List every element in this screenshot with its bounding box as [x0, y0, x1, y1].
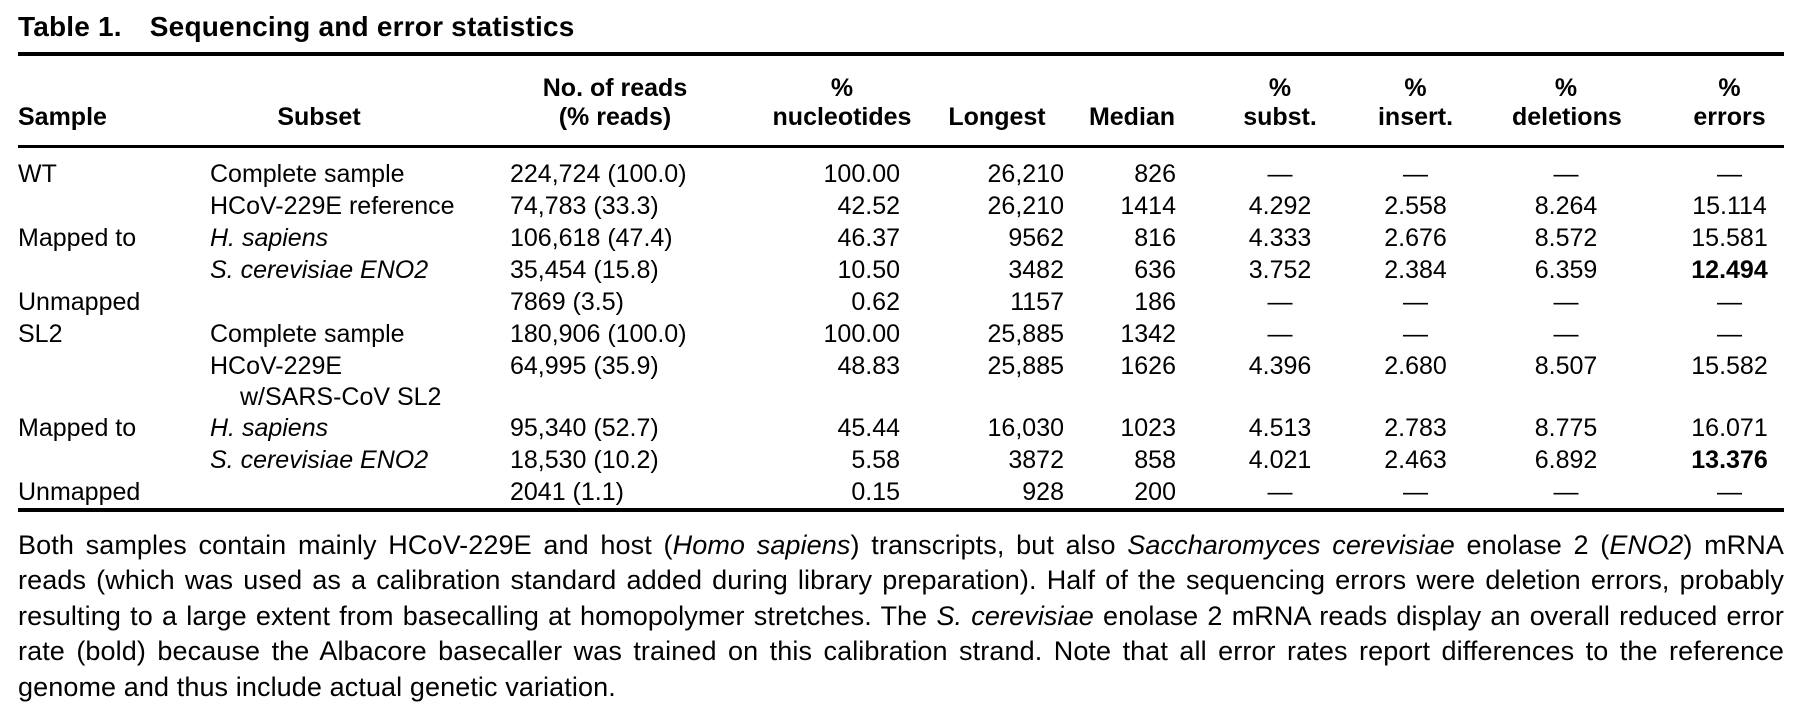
cell-reads: 7869 (3.5) [510, 287, 624, 316]
cell-errors: 12.494 [1691, 255, 1768, 284]
cell-insert: — [1403, 319, 1428, 348]
table-header [18, 54, 1784, 146]
cell-subset: H. sapiens [210, 413, 329, 442]
table-row [18, 190, 1784, 222]
col-header-longest: Longest [916, 54, 1078, 146]
cell-longest: 26,210 [987, 159, 1064, 188]
cell-subst: — [1267, 477, 1293, 506]
cell-longest: 9562 [1008, 223, 1064, 252]
cell-insert: — [1403, 477, 1428, 506]
col-header-nucleotides: % nucleotides [768, 54, 916, 146]
cell-reads: 2041 (1.1) [510, 477, 624, 506]
cell-insert: 2.680 [1384, 351, 1447, 380]
table-row [18, 350, 1784, 412]
cell-nucleotides: 0.62 [851, 287, 900, 316]
cell-deletions: 8.775 [1534, 413, 1598, 442]
cell-reads: 18,530 (10.2) [510, 445, 659, 474]
cell-sample: SL2 [18, 319, 63, 348]
cell-reads: 64,995 (35.9) [510, 351, 659, 380]
cell-reads: 95,340 (52.7) [510, 413, 659, 442]
table-header-row [18, 54, 1784, 146]
cell-errors: — [1717, 287, 1742, 316]
cell-subset: HCoV-229E w/SARS-CoV SL2 [210, 351, 442, 411]
cell-median: 858 [1134, 445, 1176, 474]
cell-reads: 74,783 (33.3) [510, 191, 659, 220]
cell-subst: — [1267, 159, 1293, 188]
cell-nucleotides: 45.44 [837, 413, 900, 442]
cell-sample: Mapped to [18, 413, 137, 442]
cell-nucleotides: 42.52 [837, 191, 900, 220]
cell-deletions: — [1553, 319, 1579, 348]
cell-reads: 180,906 (100.0) [510, 319, 687, 348]
table-row [18, 286, 1784, 318]
cell-insert: 2.384 [1384, 255, 1447, 284]
cell-subst: — [1267, 287, 1293, 316]
cell-nucleotides: 100.00 [823, 159, 900, 188]
cell-longest: 25,885 [987, 319, 1064, 348]
sequencing-stats-table [18, 52, 1784, 512]
cell-errors: — [1717, 159, 1742, 188]
cell-subset [176, 286, 462, 318]
cell-subst: 4.333 [1248, 223, 1312, 252]
cell-median: 186 [1134, 287, 1176, 316]
cell-nucleotides: 48.83 [837, 351, 900, 380]
col-header-deletions: % deletions [1457, 54, 1620, 146]
cell-median: 1414 [1120, 191, 1176, 220]
cell-nucleotides: 100.00 [823, 319, 900, 348]
cell-deletions: — [1553, 477, 1579, 506]
cell-sample: Unmapped [18, 287, 141, 316]
cell-median: 200 [1134, 477, 1176, 506]
table-row [18, 412, 1784, 444]
col-header-subset: Subset [176, 54, 462, 146]
cell-insert: 2.558 [1384, 191, 1447, 220]
cell-subst: — [1267, 319, 1293, 348]
cell-nucleotides: 10.50 [837, 255, 900, 284]
table-caption [18, 10, 1784, 52]
cell-deletions: 8.572 [1534, 223, 1598, 252]
cell-deletions: 8.507 [1534, 351, 1598, 380]
col-header-insert: % insert. [1319, 54, 1457, 146]
cell-reads: 224,724 (100.0) [510, 159, 687, 188]
cell-nucleotides: 46.37 [837, 223, 900, 252]
cell-sample [18, 254, 176, 286]
cell-longest: 3872 [1008, 445, 1064, 474]
cell-median: 636 [1134, 255, 1176, 284]
table-row [18, 146, 1784, 190]
cell-longest: 26,210 [987, 191, 1064, 220]
cell-longest: 25,885 [987, 351, 1064, 380]
cell-subst: 4.513 [1248, 413, 1312, 442]
table-row [18, 318, 1784, 350]
cell-sample: WT [18, 159, 57, 188]
cell-subset: Complete sample [210, 319, 405, 348]
cell-subst: 4.396 [1248, 351, 1312, 380]
cell-median: 1023 [1120, 413, 1176, 442]
cell-subst: 3.752 [1248, 255, 1312, 284]
cell-reads: 35,454 (15.8) [510, 255, 659, 284]
cell-subset: H. sapiens [210, 223, 329, 252]
cell-insert: — [1403, 159, 1428, 188]
cell-deletions: 8.264 [1534, 191, 1598, 220]
cell-nucleotides: 5.58 [851, 445, 900, 474]
cell-sample [18, 444, 176, 476]
cell-longest: 3482 [1008, 255, 1064, 284]
cell-errors: 15.582 [1691, 351, 1768, 380]
cell-subst: 4.292 [1248, 191, 1312, 220]
cell-median: 1342 [1120, 319, 1176, 348]
table-caption-label: Table 1. [18, 11, 122, 42]
cell-errors: — [1717, 319, 1742, 348]
cell-subset: HCoV-229E reference [210, 191, 455, 220]
cell-errors: 13.376 [1691, 445, 1768, 474]
cell-subset [176, 476, 462, 510]
footnote: Both samples contain mainly HCoV-229E and host (Homo sapiens) transcripts, but also Saccharomyces cerevisiae enolase 2 (ENO2) mRNA reads (which was used as a calibration standard added during library preparation). Half of the sequencing errors were deletion errors, probably resulting to a large extent from basecalling at homopolymer stretches. The S. cerevisiae enolase 2 mRNA reads display an overall reduced error rate (bold) because the Albacore basecaller was trained on this calibration strand. Note that all error rates report differences to the reference genome and thus include actual genetic variation. [18, 529, 1785, 702]
col-header-median: Median [1078, 54, 1186, 146]
cell-median: 816 [1134, 223, 1176, 252]
cell-reads: 106,618 (47.4) [510, 223, 673, 252]
cell-errors: — [1717, 477, 1742, 506]
cell-sample: Unmapped [18, 477, 141, 506]
cell-sample [18, 190, 176, 222]
table-caption-text: Sequencing and error statistics [149, 11, 575, 42]
cell-sample: Mapped to [18, 223, 137, 252]
cell-insert: — [1403, 287, 1428, 316]
cell-deletions: — [1553, 287, 1579, 316]
cell-deletions: 6.359 [1534, 255, 1598, 284]
cell-nucleotides: 0.15 [851, 477, 900, 506]
cell-longest: 16,030 [987, 413, 1064, 442]
cell-insert: 2.463 [1384, 445, 1447, 474]
cell-median: 1626 [1120, 351, 1176, 380]
cell-errors: 15.581 [1691, 223, 1768, 252]
cell-errors: 15.114 [1692, 191, 1767, 220]
table-row [18, 254, 1784, 286]
cell-deletions: 6.892 [1534, 445, 1598, 474]
cell-sample [18, 350, 176, 412]
cell-errors: 16.071 [1691, 413, 1768, 442]
cell-insert: 2.783 [1384, 413, 1447, 442]
cell-subset: Complete sample [210, 159, 405, 188]
cell-subset: S. cerevisiae ENO2 [210, 445, 429, 474]
cell-median: 826 [1134, 159, 1176, 188]
table-row [18, 444, 1784, 476]
cell-longest: 928 [1022, 477, 1064, 506]
cell-subst: 4.021 [1248, 445, 1312, 474]
table-row [18, 222, 1784, 254]
col-header-subst: % subst. [1186, 54, 1319, 146]
cell-subset: S. cerevisiae ENO2 [210, 255, 429, 284]
cell-deletions: — [1553, 159, 1579, 188]
table-row [18, 476, 1784, 510]
table-body [18, 146, 1784, 510]
col-header-reads: No. of reads (% reads) [462, 54, 768, 146]
cell-longest: 1157 [1010, 287, 1064, 316]
cell-insert: 2.676 [1384, 223, 1447, 252]
col-header-errors: % errors [1620, 54, 1784, 146]
col-header-sample: Sample [18, 54, 176, 146]
